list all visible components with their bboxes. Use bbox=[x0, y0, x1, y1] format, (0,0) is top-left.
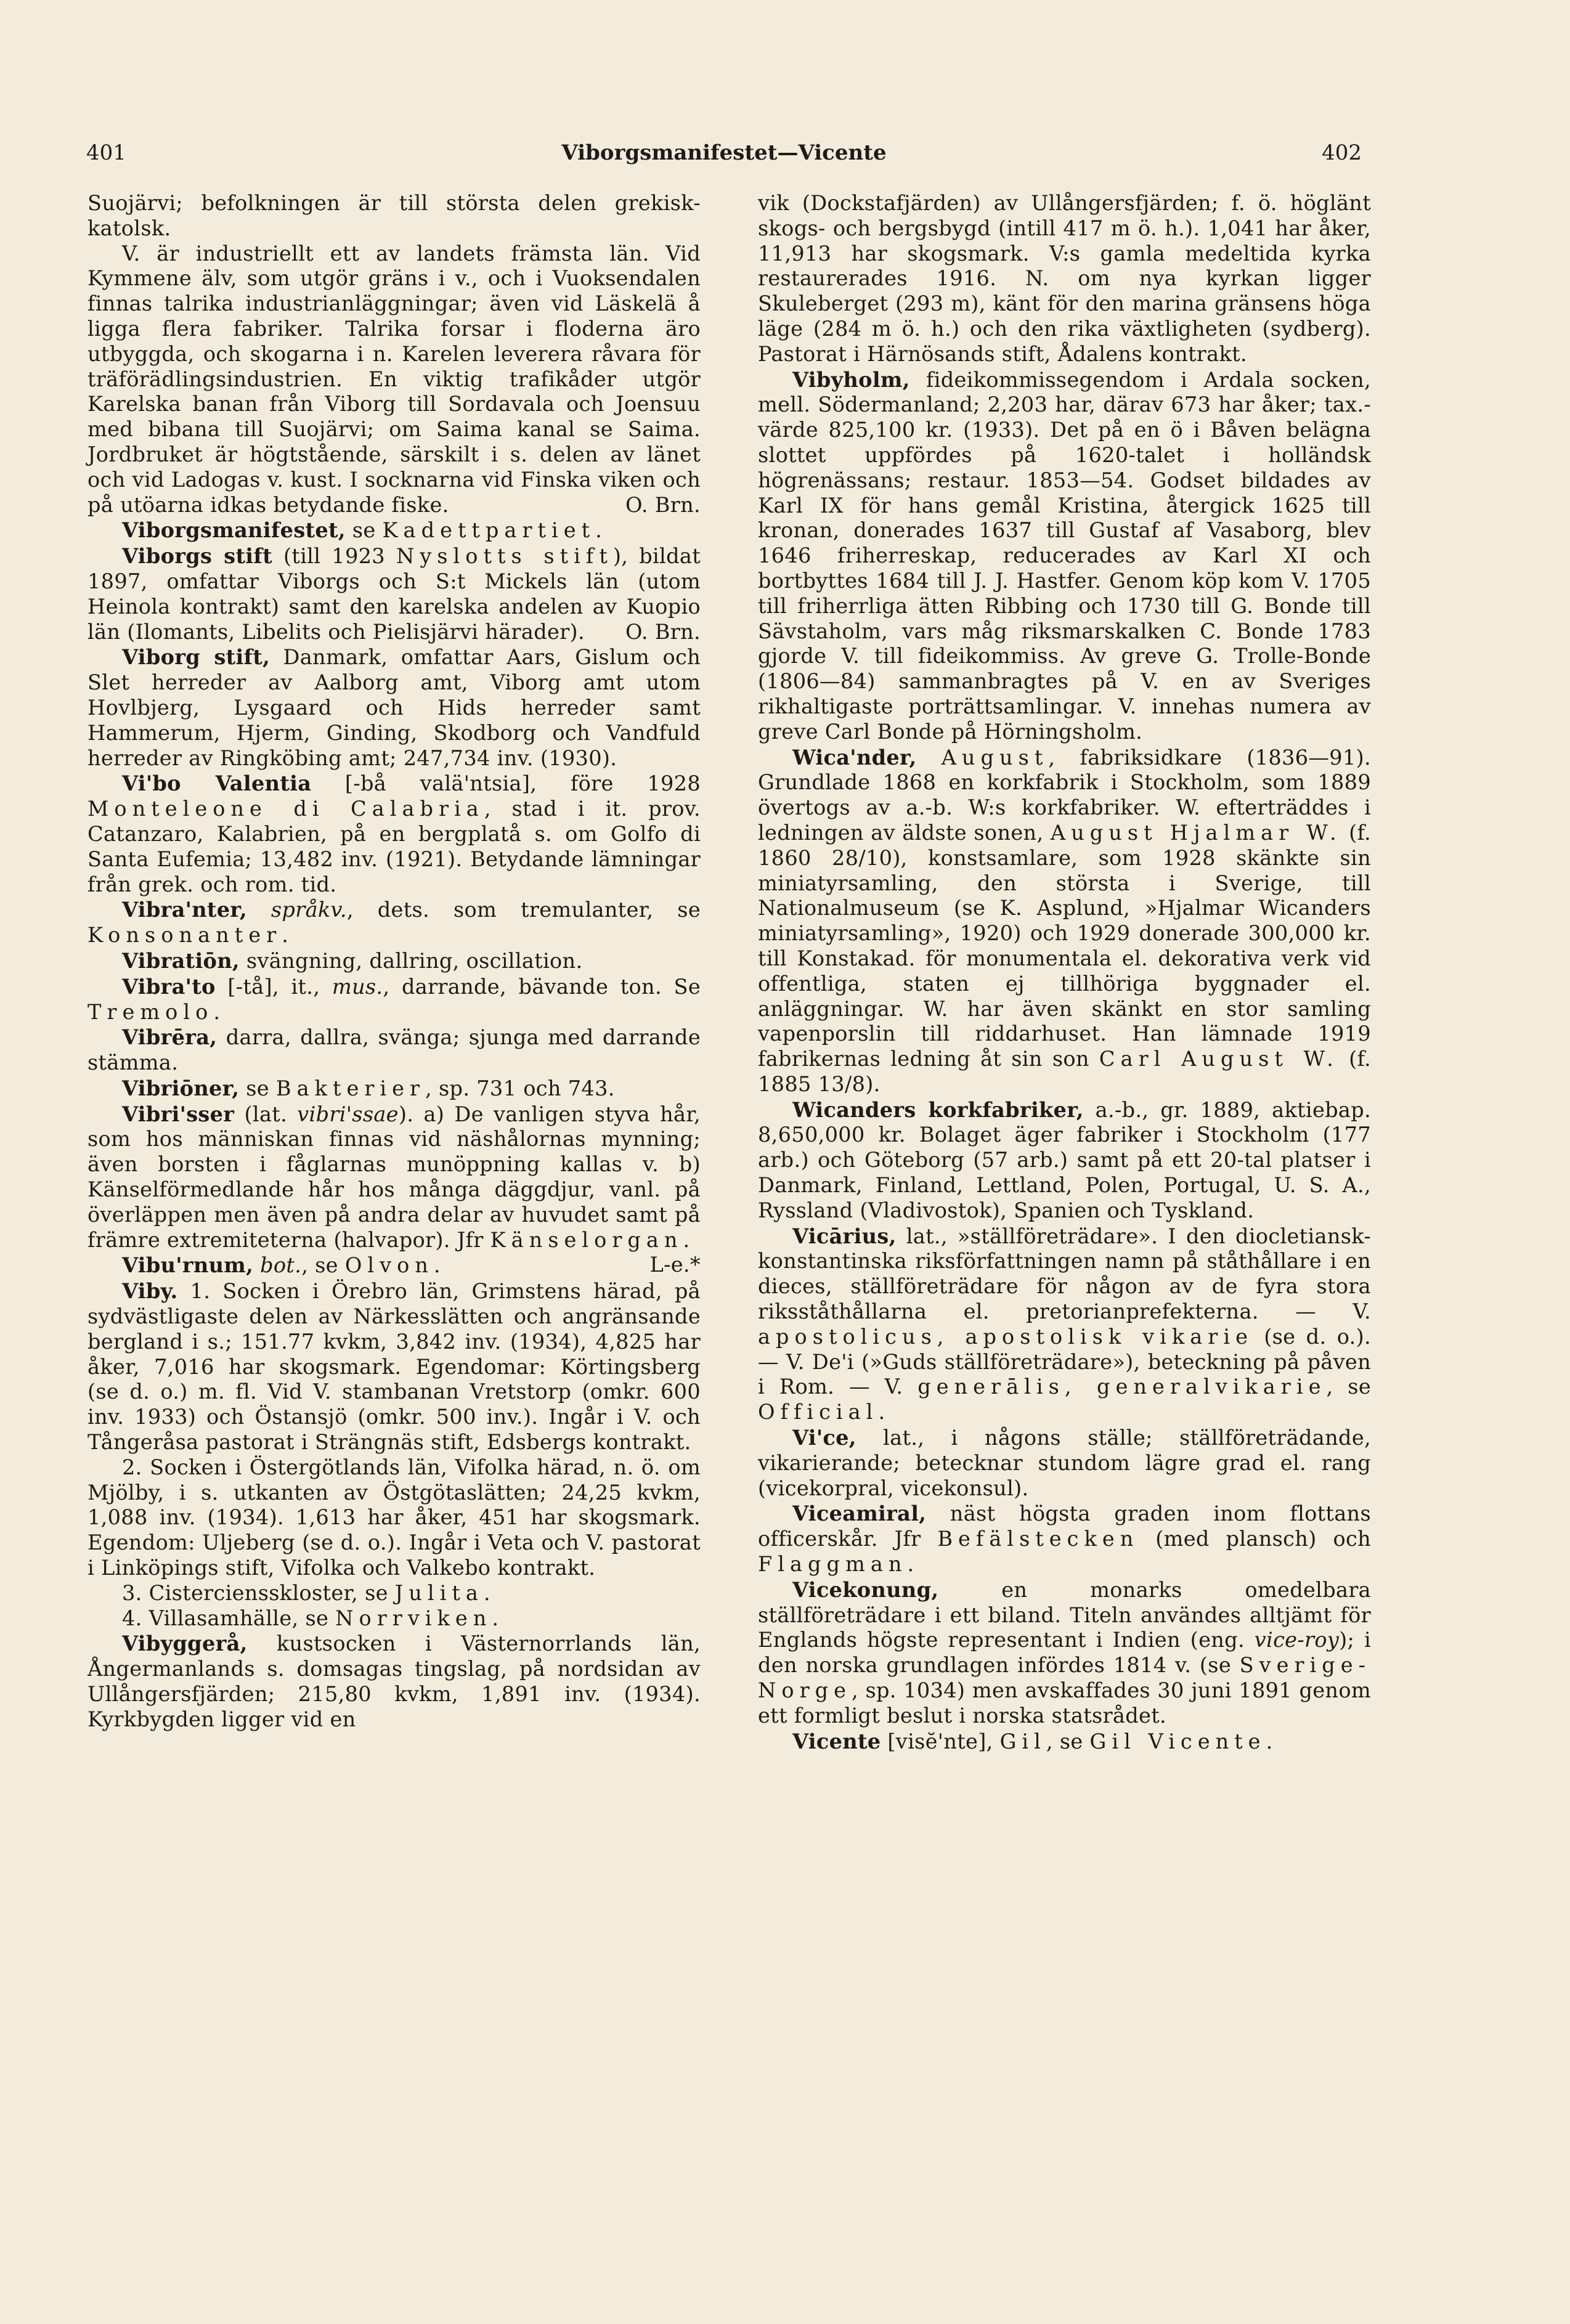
entry-viburnum: Vibu'rnum, bot., se Olvon. bbox=[122, 1253, 441, 1278]
cross-reference: Official bbox=[758, 1400, 879, 1424]
entry-vicekonung: Vicekonung, en monarks omedelbara ställföreträdare i ett biland. Titeln användes alltjämt för Englands högste representant i Indien (eng. vice-roy); i den norska grundlagen infördes 1814 v. (se Sverige-Norge, sp. 1034) men avskaffades 30 juni 1891 genom ett formligt beslut i norska statsrådet. bbox=[758, 1577, 1372, 1728]
entry-viborgs-stift: Viborgs stift (till 1923 Nyslotts stift), bildat 1897, omfattar Viborgs och S:t Mickels län (utom Heinola kontrakt) samt den karelska andelen av Kuopio län (Ilomants, Libelits och Pielisjärvi härader). O. Brn. bbox=[87, 543, 701, 644]
entry-viborgsmanifestet: Viborgsmanifestet, se Kadettpartiet. bbox=[122, 518, 603, 543]
headword: Viby. bbox=[122, 1278, 178, 1304]
entry-vicente: Vicente [visĕ'nte], Gil, se Gil Vicente. bbox=[792, 1728, 1273, 1753]
paragraph: vik (Dockstafjärden) av Ullångersfjärden; f. ö. höglänt skogs- och bergsbygd (intill 417 m ö. h.). 1,041 har åker, 11,913 har skogsmark. V:s gamla medeltida kyrka restaurerades 1916. N. om nya kyrkan ligger Skuleberget (293 m), känt för den marina gränsens höga läge (284 m ö. h.) och den rika växtligheten (sydberg). Pastorat i Härnösands stift, Ådalens kontrakt. bbox=[758, 191, 1371, 366]
cross-reference: Olvon bbox=[344, 1253, 434, 1278]
entry-vibrisser: Vibri'sser (lat. vibri'ssae). a) De vanligen styva hår, som hos människan finnas vid näshålornas mynning; även borsten i fåglarnas munöppning kallas v. b) Känselförmedlande hår hos många däggdjur, vanl. på överläppen men även på andra delar av huvudet samt på främre extremiteterna (halvapor). Jfr Känselorgan. L-e.* bbox=[87, 1101, 701, 1277]
entry-vice: Vi'ce, lat., i någons ställe; ställföreträdande, vikarierande; betecknar stundom lägre grad el. rang (vicekorpral, vicekonsul). bbox=[758, 1425, 1371, 1500]
author-signature: O. Brn. bbox=[625, 492, 701, 517]
paragraph: 4. Villasamhälle, se Norrviken. bbox=[122, 1606, 499, 1630]
headword: Vibrēra, bbox=[122, 1025, 218, 1050]
cross-reference: Befälstecken bbox=[937, 1527, 1139, 1551]
cross-reference: Gil Vicente bbox=[1089, 1729, 1266, 1753]
headword: Vibu'rnum, bbox=[122, 1253, 254, 1278]
author-signature: L-e.* bbox=[649, 1253, 701, 1277]
entry-wicanders-korkfabriker: Wicanders korkfabriker, a.-b., gr. 1889, aktiebap. 8,650,000 kr. Bolaget äger fabriker i Stockholm (177 arb.) och Göteborg (57 arb.) samt på ett 20-tal platser i Danmark, Finland, Lettland, Polen, Portugal, U. S. A., Ryssland (Vladivostok), Spanien och Tyskland. bbox=[758, 1097, 1371, 1222]
headword: Wica'nder, bbox=[792, 744, 917, 770]
entry-vibrera: Vibrēra, darra, dallra, svänga; sjunga med darrande stämma. bbox=[87, 1025, 701, 1075]
entry-wicander: Wica'nder, August, fabriksidkare (1836—91). Grundlade 1868 en korkfabrik i Stockholm, som 1889 övertogs av a.-b. W:s korkfabriker. W. efterträddes i ledningen av äldste sonen, August Hjalmar W. (f. 1860 28/10), konstsamlare, som 1928 skänkte sin miniatyrsamling, den största i Sverige, till Nationalmuseum (se K. Asplund, »Hjalmar Wicanders miniatyrsamling», 1920) och 1929 donerade 300,000 kr. till Konstakad. för monumentala el. dekorativa verk vid offentliga, staten ej tillhöriga byggnader el. anläggningar. W. har även skänkt en stor samling vapenporslin till riddarhuset. Han lämnade 1919 fabrikernas ledning åt sin son Carl August W. (f. 1885 13/8). bbox=[758, 744, 1371, 1096]
entry-vibyggera: Vibyggerå, kustsocken i Västernorrlands län, Ångermanlands s. domsagas tingslag, på nordsidan av Ullångersfjärden; 215,80 kvkm, 1,891 inv. (1934). Kyrkbygden ligger vid en bbox=[87, 1631, 701, 1731]
headword: Viceamiral, bbox=[792, 1501, 927, 1526]
headword: Vibra'to bbox=[122, 973, 216, 999]
entry-vibo-valentia: Vi'bo Valentia [-bå valä'ntsia], före 1928 Monteleone di Calabria, stad i it. prov. Catanzaro, Kalabrien, på en bergplatå s. om Golfo di Santa Eufemia; 13,482 inv. (1921). Betydande lämningar från grek. och rom. tid. bbox=[87, 771, 701, 896]
entry-vibranter: Vibra'nter, språkv., dets. som tremulanter, se Konsonanter. bbox=[87, 897, 701, 948]
headword: Vicekonung, bbox=[792, 1577, 939, 1602]
entry-vibrato: Vibra'to [-tå], it., mus., darrande, bävande ton. Se Tremolo. bbox=[87, 973, 701, 1024]
headword: Vibri'sser bbox=[122, 1101, 235, 1126]
entry-vicarius: Vicārius, lat., »ställföreträdare». I den diocletiansk-konstantinska riksförfattningen namn på ståthållare i en dieces, ställföreträdare för någon av de fyra stora riksståthållarna el. pretorianprefekterna. — V. apostolicus, apostolisk vikarie (se d. o.). — V. De'i (»Guds ställföreträdare»), beteckning på påven i Rom. — V. generālis, generalvikarie, se Official. bbox=[758, 1223, 1371, 1424]
headword: Vibratiōn, bbox=[122, 948, 240, 973]
cross-reference: Sverige-Norge bbox=[758, 1653, 1371, 1703]
page-header bbox=[86, 140, 1362, 177]
entry-viceamiral: Viceamiral, näst högsta graden inom flottans officerskår. Jfr Befälstecken (med plansch) och Flaggman. bbox=[758, 1501, 1372, 1577]
headword: Vi'ce, bbox=[792, 1425, 856, 1450]
cross-reference: Kadettpartiet bbox=[382, 518, 596, 543]
headword: Wicanders korkfabriker, bbox=[792, 1097, 1084, 1122]
page-number-right: 402 bbox=[1322, 140, 1362, 165]
cross-reference: Julita bbox=[394, 1580, 484, 1605]
headword: Vi'bo Valentia bbox=[122, 771, 312, 796]
entry-vibyholm: Vibyholm, fideikommissegendom i Ardala socken, mell. Södermanland; 2,203 har, därav 673 har åker; tax.-värde 825,100 kr. (1933). Det på en ö i Båven belägna slottet uppfördes på 1620-talet i holländsk högrenässans; restaur. 1853—54. Godset bildades av Karl IX för hans gemål Kristina, återgick 1625 till kronan, donerades 1637 till Gustaf af Vasaborg, blev 1646 friherreskap, reducerades av Karl XI och bortbyttes 1684 till J. J. Hastfer. Genom köp kom V. 1705 till friherrliga ätten Ribbing och 1730 till G. Bonde till Sävstaholm, vars måg riksmarskalken C. Bonde 1783 gjorde V. till fideikommiss. Av greve G. Trolle-Bonde (1806—84) sammanbragtes på V. en av Sveriges rikhaltigaste porträttsamlingar. V. innehas numera av greve Carl Bonde på Hörningsholm. bbox=[758, 367, 1371, 744]
headword: Vibra'nter, bbox=[122, 897, 247, 922]
column-right bbox=[758, 191, 1371, 1754]
headword: Vicārius, bbox=[792, 1223, 897, 1248]
paragraph: Suojärvi; befolkningen är till största delen grekisk-katolsk. bbox=[87, 191, 701, 240]
cross-reference: Bakterier bbox=[275, 1076, 426, 1100]
cross-reference: Tremolo bbox=[87, 999, 214, 1024]
paragraph: V. är industriellt ett av landets främsta län. Vid Kymmene älv, som utgör gräns i v., och i Vuoksendalen finnas talrika industrianläggningar; även vid Läskelä å ligga flera fabriker. Talrika forsar i floderna äro utbyggda, och skogarna i n. Karelen leverera råvara för träförädlingsindustrien. En viktig trafikåder utgör Karelska banan från Viborg till Sordavala och Joensuu med bibana till Suojärvi; om Saima kanal se Saima. Jordbruket är högtstående, särskilt i s. delen av länet och vid Ladogas v. kust. I socknarna vid Finska viken och på utöarna idkas betydande fiske. O. Brn. bbox=[87, 241, 701, 517]
paragraph: 2. Socken i Östergötlands län, Vifolka härad, n. ö. om Mjölby, i s. utkanten av Östgötaslätten; 24,25 kvkm, 1,088 inv. (1934). 1,613 har åker, 451 har skogsmark. Egendom: Uljeberg (se d. o.). Ingår i Veta och V. pastorat i Linköpings stift, Vifolka och Valkebo kontrakt. bbox=[87, 1455, 701, 1580]
entry-vibration: Vibratiōn, svängning, dallring, oscillation. bbox=[122, 948, 583, 973]
cross-reference: Flaggman bbox=[758, 1552, 908, 1577]
cross-reference: Norrviken bbox=[335, 1606, 492, 1630]
entry-vibrioner: Vibriōner, se Bakterier, sp. 731 och 743. bbox=[122, 1075, 615, 1100]
column-left bbox=[87, 191, 701, 1733]
entry-viby: Viby. 1. Socken i Örebro län, Grimstens härad, på sydvästligaste delen av Närkesslätten och angränsande bergland i s.; 151.77 kvkm, 3,842 inv. (1934), 4,825 har åker, 7,016 har skogsmark. Egendomar: Körtingsberg (se d. o.) m. fl. Vid V. stambanan Vretstorp (omkr. 600 inv. 1933) och Östansjö (omkr. 500 inv.). Ingår i V. och Tångeråsa pastorat i Strängnäs stift, Edsbergs kontrakt. bbox=[87, 1278, 701, 1455]
headword: Vicente bbox=[792, 1728, 881, 1753]
author-signature: O. Brn. bbox=[625, 619, 701, 644]
running-title: Viborgsmanifestet—Vicente bbox=[561, 140, 887, 165]
cross-reference: Känselorgan bbox=[490, 1227, 683, 1252]
paragraph: 3. Cisterciensskloster, se Julita. bbox=[122, 1580, 490, 1605]
headword: Viborgsmanifestet, bbox=[122, 518, 346, 543]
headword: Viborg stift, bbox=[122, 644, 270, 670]
page-number-left: 401 bbox=[86, 140, 126, 165]
headword: Vibriōner, bbox=[122, 1075, 240, 1100]
cross-reference: Konsonanter bbox=[87, 923, 282, 948]
headword: Vibyholm, bbox=[792, 367, 910, 392]
headword: Viborgs stift bbox=[122, 543, 272, 569]
entry-viborg-stift: Viborg stift, Danmark, omfattar Aars, Gislum och Slet herreder av Aalborg amt, Viborg amt utom Hovlbjerg, Lysgaard och Hids herreder samt Hammerum, Hjerm, Ginding, Skodborg och Vandfuld herreder av Ringköbing amt; 247,734 inv. (1930). bbox=[87, 644, 701, 770]
headword: Vibyggerå, bbox=[122, 1631, 248, 1656]
